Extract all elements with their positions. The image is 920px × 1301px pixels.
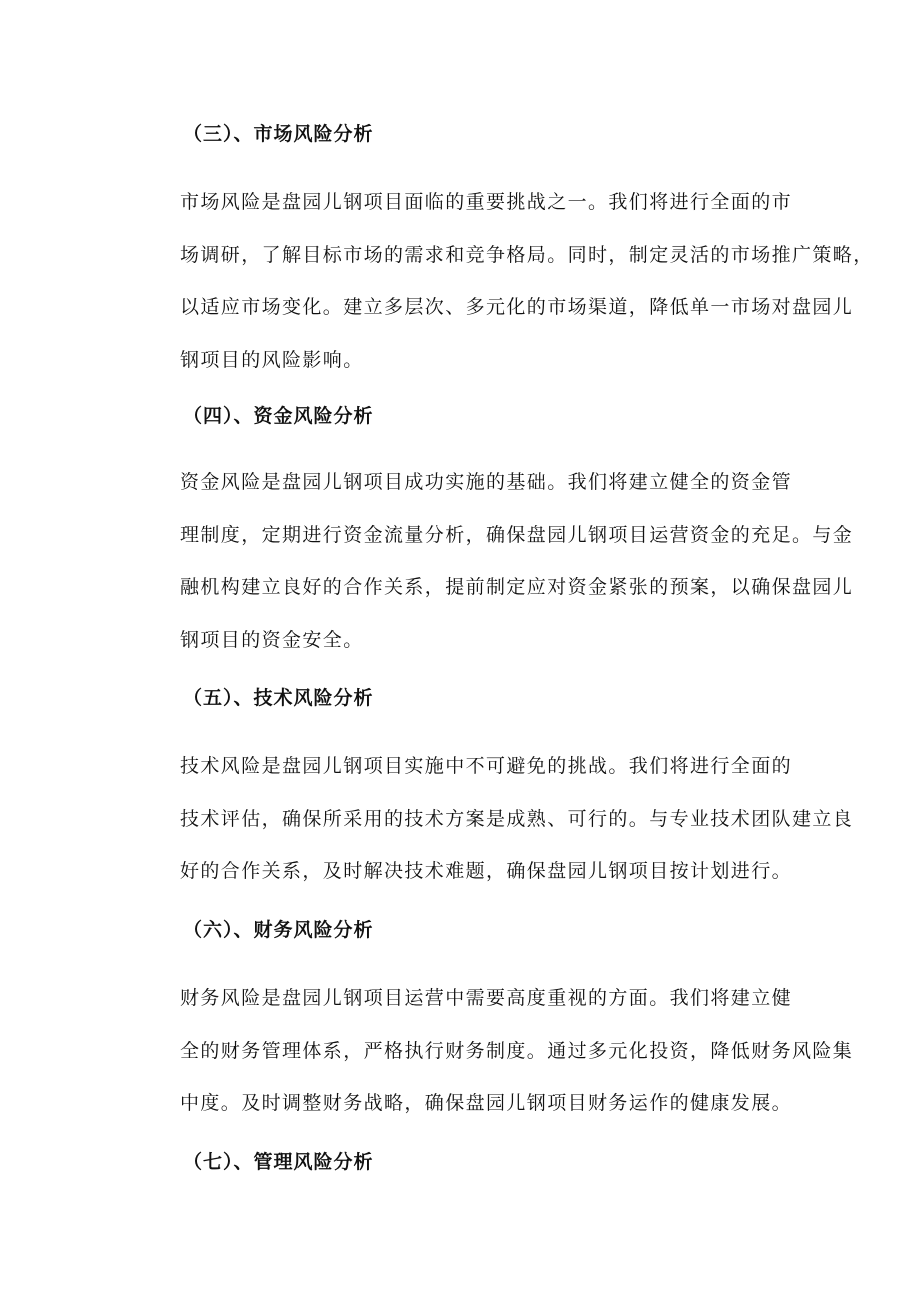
- section-paragraph-financial-risk: [180, 972, 854, 1130]
- paragraph-line: 钢项目的资金安全。: [180, 628, 364, 651]
- section-heading-financial-risk: （六）、财务风险分析: [183, 919, 374, 941]
- paragraph-line: 理制度，定期进行资金流量分析，确保盘园儿钢项目运营资金的充足。与金: [180, 523, 854, 546]
- paragraph-line: 资金风险是盘园儿钢项目成功实施的基础。我们将建立健全的资金管: [180, 471, 793, 493]
- paragraph-line: 财务风险是盘园儿钢项目运营中需要高度重视的方面。我们将建立健: [180, 987, 793, 1009]
- paragraph-line: 市场风险是盘园儿钢项目面临的重要挑战之一。我们将进行全面的市: [180, 191, 793, 213]
- section-heading-technical-risk: （五）、技术风险分析: [183, 687, 374, 709]
- paragraph-line: 技术风险是盘园儿钢项目实施中不可避免的挑战。我们将进行全面的: [180, 755, 793, 777]
- paragraph-line: 融机构建立良好的合作关系，提前制定应对资金紧张的预案，以确保盘园儿: [180, 576, 854, 598]
- paragraph-line: 场调研，了解目标市场的需求和竞争格局。同时，制定灵活的市场推广策略，: [180, 243, 874, 266]
- section-paragraph-market-risk: [180, 176, 874, 386]
- paragraph-line: 技术评估，确保所采用的技术方案是成熟、可行的。与专业技术团队建立良: [180, 807, 854, 830]
- section-heading-market-risk: （三）、市场风险分析: [183, 123, 374, 145]
- paragraph-line: 以适应市场变化。建立多层次、多元化的市场渠道，降低单一市场对盘园儿: [180, 296, 854, 318]
- paragraph-line: 中度。及时调整财务战略，确保盘园儿钢项目财务运作的健康发展。: [180, 1092, 793, 1114]
- section-heading-capital-risk: （四）、资金风险分析: [183, 405, 374, 427]
- paragraph-line: 钢项目的风险影响。: [180, 348, 364, 371]
- paragraph-line: 全的财务管理体系，严格执行财务制度。通过多元化投资，降低财务风险集: [180, 1039, 854, 1062]
- paragraph-line: 好的合作关系，及时解决技术难题，确保盘园儿钢项目按计划进行。: [180, 860, 793, 882]
- section-paragraph-technical-risk: [180, 740, 854, 898]
- section-heading-management-risk: （七）、管理风险分析: [183, 1151, 374, 1173]
- section-paragraph-capital-risk: [180, 456, 854, 666]
